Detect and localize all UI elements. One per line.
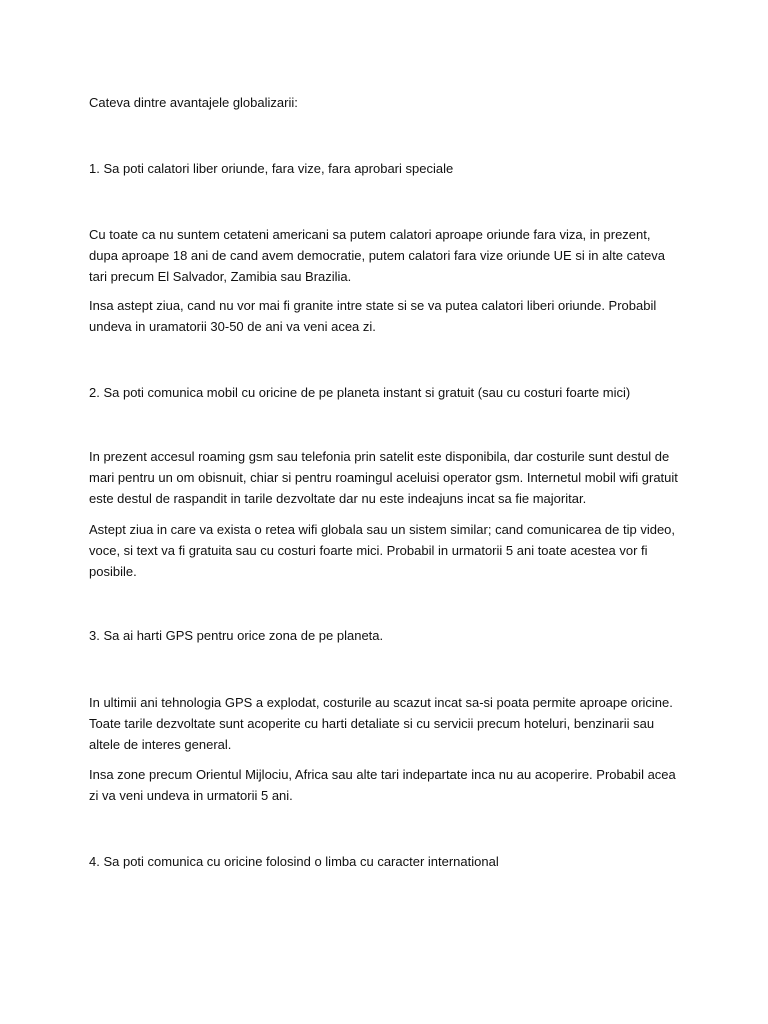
section-heading: 4. Sa poti comunica cu oricine folosind o limba cu caracter international (89, 854, 499, 869)
paragraph-text: In ultimii ani tehnologia GPS a explodat, costurile au scazut incat sa-si poata permite aproape oricine. Toate tarile dezvoltate sunt acoperite cu harti detaliate si cu servicii precum hoteluri, benzinarii sau altele de interes general. (89, 695, 673, 752)
section-3-paragraph-2 (89, 764, 679, 806)
document-intro (89, 92, 679, 113)
section-1-paragraph-2 (89, 295, 679, 337)
paragraph-text: Astept ziua in care va exista o retea wifi globala sau un sistem similar; cand comunicarea de tip video, voce, si text va fi gratuita sau cu costuri foarte mici. Probabil in urmatorii 5 ani toate acestea vor fi posibile. (89, 522, 676, 579)
section-4-heading (89, 851, 679, 872)
section-2-paragraph-2 (89, 519, 679, 582)
intro-text: Cateva dintre avantajele globalizarii: (89, 95, 298, 110)
section-heading: 3. Sa ai harti GPS pentru orice zona de pe planeta. (89, 628, 384, 643)
section-2-paragraph-1 (89, 446, 679, 509)
paragraph-text: Insa astept ziua, cand nu vor mai fi granite intre state si se va putea calatori liberi oriunde. Probabil undeva in uramatorii 30-50 de ani va veni acea zi. (89, 298, 657, 334)
section-1-heading (89, 158, 679, 179)
paragraph-text: Cu toate ca nu suntem cetateni americani sa putem calatori aproape oriunde fara viza, in prezent, dupa aproape 18 ani de cand avem democratie, putem calatori fara vize oriunde UE si in alte cateva tari precum El Salvador, Zamibia sau Brazilia. (89, 227, 665, 284)
paragraph-text: Insa zone precum Orientul Mijlociu, Africa sau alte tari indepartate inca nu au acoperire. Probabil acea zi va veni undeva in urmatorii 5 ani. (89, 767, 676, 803)
paragraph-text: In prezent accesul roaming gsm sau telefonia prin satelit este disponibila, dar costurile sunt destul de mari pentru un om obisnuit, chiar si pentru roamingul aceluisi operator gsm. Internetul mobil wifi gratuit este destul de raspandit in tarile dezvoltate dar nu este indeajuns incat sa fie majoritar. (89, 449, 678, 506)
section-2-heading (89, 382, 679, 403)
section-heading: 1. Sa poti calatori liber oriunde, fara vize, fara aprobari speciale (89, 161, 454, 176)
section-heading: 2. Sa poti comunica mobil cu oricine de pe planeta instant si gratuit (sau cu costuri foarte mici) (89, 385, 631, 400)
section-3-paragraph-1 (89, 692, 679, 755)
section-3-heading (89, 625, 679, 646)
section-1-paragraph-1 (89, 224, 679, 287)
